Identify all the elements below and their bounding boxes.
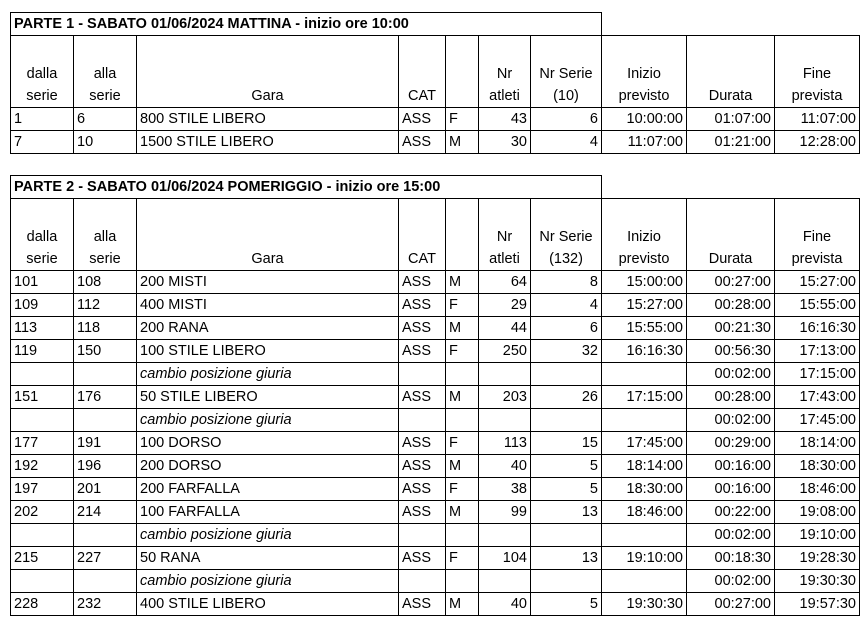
header-line-2: Gara — [251, 88, 284, 104]
cell-durata: 01:07:00 — [687, 108, 775, 131]
cell-nr-atleti: 30 — [479, 131, 531, 154]
header-durata — [687, 199, 775, 271]
cell-fine: 19:28:30 — [775, 547, 860, 570]
cell-cat: ASS — [399, 317, 446, 340]
cell-nr-serie: 4 — [531, 294, 602, 317]
cell-durata: 00:16:00 — [687, 455, 775, 478]
header-cat — [399, 199, 446, 271]
cell-dalla: 109 — [11, 294, 74, 317]
cell-durata: 00:22:00 — [687, 501, 775, 524]
header-line-2 — [449, 85, 475, 107]
header-line-2: (132) — [549, 251, 583, 267]
cell-durata: 00:21:30 — [687, 317, 775, 340]
header-alla — [74, 199, 137, 271]
header-line-2: atleti — [489, 251, 520, 267]
header-line-1: dalla — [26, 66, 58, 82]
cell-dalla: 7 — [11, 131, 74, 154]
header-line-2: CAT — [408, 88, 436, 104]
header-dalla — [11, 199, 74, 271]
cell-sex: F — [446, 547, 479, 570]
race-row — [11, 455, 860, 478]
cell-inizio: 18:46:00 — [602, 501, 687, 524]
cell-durata: 00:18:30 — [687, 547, 775, 570]
cell-nr-atleti — [479, 409, 531, 432]
note-row — [11, 409, 860, 432]
cell-sex: M — [446, 317, 479, 340]
cell-dalla: 119 — [11, 340, 74, 363]
header-line-1 — [140, 226, 395, 248]
cell-dalla: 202 — [11, 501, 74, 524]
cell-nr-serie: 8 — [531, 271, 602, 294]
header-nr-serie — [531, 36, 602, 108]
cell-nr-serie: 13 — [531, 501, 602, 524]
cell-alla — [74, 409, 137, 432]
cell-cat: ASS — [399, 501, 446, 524]
header-gara — [137, 36, 399, 108]
cell-fine: 19:57:30 — [775, 593, 860, 616]
cell-alla: 112 — [74, 294, 137, 317]
cell-durata: 01:21:00 — [687, 131, 775, 154]
schedule-table-part-2 — [10, 175, 860, 616]
cell-nr-atleti: 40 — [479, 455, 531, 478]
title-spacer — [602, 176, 860, 199]
cell-durata: 00:27:00 — [687, 271, 775, 294]
cell-cat: ASS — [399, 455, 446, 478]
cell-nr-atleti: 29 — [479, 294, 531, 317]
cell-gara: 100 FARFALLA — [137, 501, 399, 524]
race-row — [11, 271, 860, 294]
header-line-1: Fine — [802, 229, 832, 245]
cell-nr-serie — [531, 409, 602, 432]
header-line-1: Nr — [496, 66, 513, 82]
header-line-2: previsto — [618, 88, 670, 104]
cell-nr-serie: 6 — [531, 108, 602, 131]
cell-inizio: 19:10:00 — [602, 547, 687, 570]
cell-inizio: 11:07:00 — [602, 131, 687, 154]
cell-gara: 400 MISTI — [137, 294, 399, 317]
cell-durata: 00:27:00 — [687, 593, 775, 616]
cell-dalla — [11, 409, 74, 432]
cell-cat: ASS — [399, 478, 446, 501]
cell-inizio — [602, 570, 687, 593]
cell-note: cambio posizione giuria — [137, 570, 399, 593]
cell-gara: 200 DORSO — [137, 455, 399, 478]
cell-durata: 00:02:00 — [687, 409, 775, 432]
cell-alla — [74, 524, 137, 547]
cell-dalla: 215 — [11, 547, 74, 570]
cell-fine: 19:30:30 — [775, 570, 860, 593]
header-line-1: dalla — [26, 229, 58, 245]
header-line-2: CAT — [408, 251, 436, 267]
cell-cat — [399, 570, 446, 593]
race-row — [11, 547, 860, 570]
header-line-2: prevista — [791, 88, 843, 104]
cell-gara: 1500 STILE LIBERO — [137, 131, 399, 154]
cell-inizio — [602, 363, 687, 386]
cell-sex — [446, 570, 479, 593]
cell-nr-atleti: 38 — [479, 478, 531, 501]
cell-gara: 100 STILE LIBERO — [137, 340, 399, 363]
cell-alla: 176 — [74, 386, 137, 409]
cell-gara: 800 STILE LIBERO — [137, 108, 399, 131]
cell-sex: F — [446, 294, 479, 317]
cell-inizio: 18:14:00 — [602, 455, 687, 478]
header-fine — [775, 36, 860, 108]
cell-inizio: 15:00:00 — [602, 271, 687, 294]
schedule-table-part-1 — [10, 12, 860, 154]
header-gara — [137, 199, 399, 271]
cell-durata: 00:28:00 — [687, 294, 775, 317]
cell-nr-serie — [531, 570, 602, 593]
cell-inizio — [602, 524, 687, 547]
cell-note: cambio posizione giuria — [137, 363, 399, 386]
cell-sex — [446, 363, 479, 386]
cell-alla: 227 — [74, 547, 137, 570]
cell-gara: 200 MISTI — [137, 271, 399, 294]
cell-cat: ASS — [399, 386, 446, 409]
note-row — [11, 570, 860, 593]
cell-cat: ASS — [399, 340, 446, 363]
race-row — [11, 593, 860, 616]
cell-nr-serie: 4 — [531, 131, 602, 154]
cell-alla: 191 — [74, 432, 137, 455]
cell-durata: 00:16:00 — [687, 478, 775, 501]
race-row — [11, 501, 860, 524]
cell-dalla: 151 — [11, 386, 74, 409]
header-dalla — [11, 36, 74, 108]
cell-durata: 00:02:00 — [687, 570, 775, 593]
cell-sex — [446, 409, 479, 432]
header-line-1 — [690, 63, 771, 85]
cell-nr-atleti: 203 — [479, 386, 531, 409]
cell-sex: M — [446, 271, 479, 294]
note-row — [11, 524, 860, 547]
header-line-2: Durata — [708, 88, 753, 104]
header-line-2: serie — [89, 88, 121, 104]
header-line-1 — [690, 226, 771, 248]
cell-alla: 118 — [74, 317, 137, 340]
cell-dalla: 197 — [11, 478, 74, 501]
cell-nr-serie: 26 — [531, 386, 602, 409]
cell-note: cambio posizione giuria — [137, 524, 399, 547]
cell-fine: 12:28:00 — [775, 131, 860, 154]
cell-fine: 17:43:00 — [775, 386, 860, 409]
cell-sex: F — [446, 108, 479, 131]
header-inizio — [602, 199, 687, 271]
cell-gara: 50 RANA — [137, 547, 399, 570]
cell-sex: M — [446, 455, 479, 478]
header-line-1 — [449, 226, 475, 248]
cell-nr-serie: 13 — [531, 547, 602, 570]
header-durata — [687, 36, 775, 108]
cell-alla: 232 — [74, 593, 137, 616]
cell-nr-atleti — [479, 570, 531, 593]
cell-durata: 00:28:00 — [687, 386, 775, 409]
cell-gara: 400 STILE LIBERO — [137, 593, 399, 616]
cell-dalla — [11, 570, 74, 593]
cell-gara: 100 DORSO — [137, 432, 399, 455]
header-line-1: Nr Serie — [539, 66, 593, 82]
cell-cat: ASS — [399, 547, 446, 570]
cell-nr-serie: 15 — [531, 432, 602, 455]
cell-nr-atleti: 40 — [479, 593, 531, 616]
cell-nr-serie — [531, 524, 602, 547]
cell-fine: 15:27:00 — [775, 271, 860, 294]
cell-dalla: 113 — [11, 317, 74, 340]
header-sex — [446, 36, 479, 108]
cell-cat: ASS — [399, 108, 446, 131]
header-line-1: alla — [93, 229, 117, 245]
cell-nr-atleti: 43 — [479, 108, 531, 131]
cell-fine: 19:08:00 — [775, 501, 860, 524]
cell-inizio: 15:55:00 — [602, 317, 687, 340]
cell-nr-serie: 32 — [531, 340, 602, 363]
header-nr-atleti — [479, 36, 531, 108]
cell-nr-atleti: 104 — [479, 547, 531, 570]
cell-fine: 15:55:00 — [775, 294, 860, 317]
header-line-1 — [449, 63, 475, 85]
cell-cat: ASS — [399, 271, 446, 294]
cell-fine: 11:07:00 — [775, 108, 860, 131]
header-line-1 — [402, 63, 442, 85]
race-row — [11, 432, 860, 455]
race-row — [11, 340, 860, 363]
race-row — [11, 108, 860, 131]
cell-dalla: 228 — [11, 593, 74, 616]
cell-gara: 50 STILE LIBERO — [137, 386, 399, 409]
cell-dalla: 177 — [11, 432, 74, 455]
cell-inizio — [602, 409, 687, 432]
race-row — [11, 294, 860, 317]
header-line-2: Durata — [708, 251, 753, 267]
cell-sex: M — [446, 501, 479, 524]
header-line-2: previsto — [618, 251, 670, 267]
cell-inizio: 18:30:00 — [602, 478, 687, 501]
header-alla — [74, 36, 137, 108]
header-line-1: Inizio — [627, 229, 661, 245]
header-line-2: prevista — [791, 251, 843, 267]
note-row — [11, 363, 860, 386]
header-line-1: Nr — [496, 229, 513, 245]
cell-gara: 200 FARFALLA — [137, 478, 399, 501]
cell-alla: 6 — [74, 108, 137, 131]
cell-gara: 200 RANA — [137, 317, 399, 340]
cell-cat — [399, 524, 446, 547]
cell-fine: 16:16:30 — [775, 317, 860, 340]
header-line-2 — [449, 248, 475, 270]
cell-inizio: 10:00:00 — [602, 108, 687, 131]
cell-alla — [74, 570, 137, 593]
cell-alla — [74, 363, 137, 386]
race-row — [11, 478, 860, 501]
cell-alla: 150 — [74, 340, 137, 363]
cell-cat: ASS — [399, 593, 446, 616]
part-title: PARTE 1 - SABATO 01/06/2024 MATTINA - inizio ore 10:00 — [11, 13, 602, 36]
cell-sex: M — [446, 131, 479, 154]
cell-dalla — [11, 363, 74, 386]
cell-nr-atleti — [479, 524, 531, 547]
cell-fine: 18:14:00 — [775, 432, 860, 455]
cell-fine: 17:45:00 — [775, 409, 860, 432]
cell-inizio: 17:15:00 — [602, 386, 687, 409]
cell-nr-atleti: 44 — [479, 317, 531, 340]
cell-fine: 18:30:00 — [775, 455, 860, 478]
cell-inizio: 16:16:30 — [602, 340, 687, 363]
cell-nr-atleti: 250 — [479, 340, 531, 363]
header-line-2: (10) — [553, 88, 579, 104]
cell-sex — [446, 524, 479, 547]
cell-nr-serie: 5 — [531, 593, 602, 616]
cell-inizio: 17:45:00 — [602, 432, 687, 455]
header-line-1: Fine — [802, 66, 832, 82]
cell-durata: 00:02:00 — [687, 524, 775, 547]
header-line-1 — [140, 63, 395, 85]
cell-inizio: 15:27:00 — [602, 294, 687, 317]
cell-fine: 18:46:00 — [775, 478, 860, 501]
header-nr-serie — [531, 199, 602, 271]
cell-nr-atleti: 99 — [479, 501, 531, 524]
header-line-1 — [402, 226, 442, 248]
header-line-1: alla — [93, 66, 117, 82]
cell-dalla: 192 — [11, 455, 74, 478]
header-cat — [399, 36, 446, 108]
cell-fine: 17:13:00 — [775, 340, 860, 363]
part-title: PARTE 2 - SABATO 01/06/2024 POMERIGGIO - inizio ore 15:00 — [11, 176, 602, 199]
cell-durata: 00:02:00 — [687, 363, 775, 386]
cell-sex: M — [446, 593, 479, 616]
cell-cat — [399, 409, 446, 432]
title-spacer — [602, 13, 860, 36]
header-line-1: Inizio — [627, 66, 661, 82]
race-row — [11, 386, 860, 409]
cell-cat — [399, 363, 446, 386]
header-line-1: Nr Serie — [539, 229, 593, 245]
header-inizio — [602, 36, 687, 108]
header-line-2: serie — [26, 88, 58, 104]
cell-cat: ASS — [399, 131, 446, 154]
cell-sex: M — [446, 386, 479, 409]
cell-sex: F — [446, 478, 479, 501]
cell-nr-atleti: 113 — [479, 432, 531, 455]
cell-nr-serie: 6 — [531, 317, 602, 340]
cell-cat: ASS — [399, 294, 446, 317]
cell-inizio: 19:30:30 — [602, 593, 687, 616]
cell-alla: 108 — [74, 271, 137, 294]
cell-nr-atleti — [479, 363, 531, 386]
cell-sex: F — [446, 340, 479, 363]
cell-dalla: 101 — [11, 271, 74, 294]
cell-alla: 196 — [74, 455, 137, 478]
header-sex — [446, 199, 479, 271]
cell-nr-serie: 5 — [531, 478, 602, 501]
header-line-2: Gara — [251, 251, 284, 267]
cell-nr-serie — [531, 363, 602, 386]
header-line-2: serie — [89, 251, 121, 267]
cell-durata: 00:56:30 — [687, 340, 775, 363]
header-line-2: atleti — [489, 88, 520, 104]
cell-durata: 00:29:00 — [687, 432, 775, 455]
cell-fine: 19:10:00 — [775, 524, 860, 547]
cell-alla: 214 — [74, 501, 137, 524]
race-row — [11, 317, 860, 340]
cell-dalla — [11, 524, 74, 547]
cell-cat: ASS — [399, 432, 446, 455]
cell-note: cambio posizione giuria — [137, 409, 399, 432]
cell-nr-atleti: 64 — [479, 271, 531, 294]
header-nr-atleti — [479, 199, 531, 271]
cell-sex: F — [446, 432, 479, 455]
race-row — [11, 131, 860, 154]
cell-dalla: 1 — [11, 108, 74, 131]
cell-nr-serie: 5 — [531, 455, 602, 478]
cell-fine: 17:15:00 — [775, 363, 860, 386]
header-line-2: serie — [26, 251, 58, 267]
cell-alla: 10 — [74, 131, 137, 154]
cell-alla: 201 — [74, 478, 137, 501]
header-fine — [775, 199, 860, 271]
